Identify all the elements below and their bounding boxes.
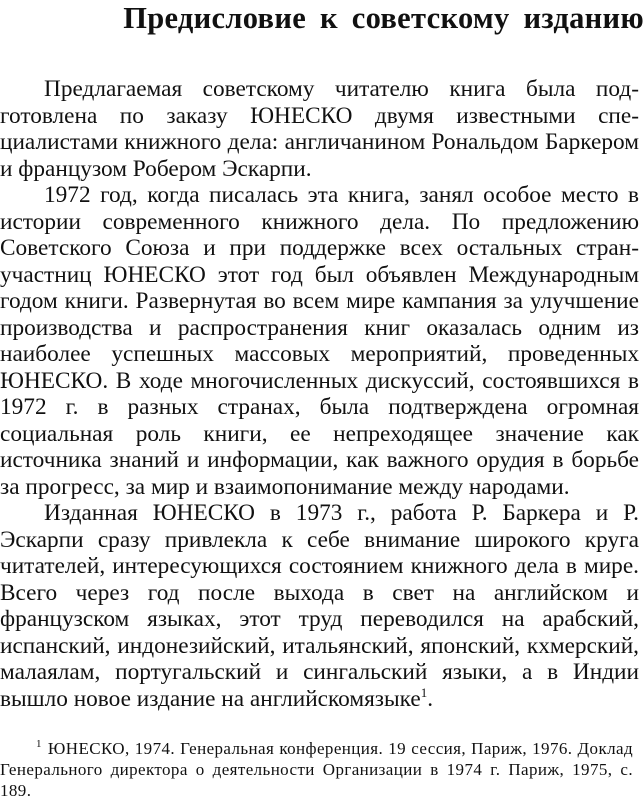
paragraph-2: 1972 год, когда писалась эта книга, занял особое место в истории современного книжного дела. По предложению Советского Союза и при поддержке всех остальных стран-участниц ЮНЕСКО этот год был объявлен Международным годом книги. Развернутая во всем мире кампания за улучшение производства и распространения книг оказалась одним из наиболее успешных массовых мероприятий, проведенных ЮНЕСКО. В ходе многочисленных дискуссий, состоявшихся в 1972 г. в разных странах, была подтверждена огромная социальная роль книги, ее непреходящее значение как источника знаний и информации, как важного орудия в борьбе за прогресс, за мир и взаимопонимание между народами. [0,182,639,500]
paragraph-3 [0,500,639,712]
footnote-marker: 1 [420,684,428,700]
page-title: Предисловие к советскому изданию [123,1,644,35]
paragraph-3-text: Изданная ЮНЕСКО в 1973 г., работа Р. Баркера и Р. Эскарпи сразу привлекла к себе внимание широкого круга читателей, интересующихся состоянием книжного дела в мире. Всего через год после выхода в свет на английском и французском языках, этот труд переводился на арабский, испанский, индонезийский, итальянский, японский, кхмерский, малаялам, португальский и сингальский языки, а в Индии вышло новое издание на английскомязыке [0,500,639,712]
footnote-text: ЮНЕСКО, 1974. Генеральная конференция. 19 сессия, Париж, 1976. Доклад Генерального директора о деятельности Организации в 1974 г. Париж, 1975, с. 189. [0,739,633,800]
footnote [0,738,633,801]
footnote-number: 1 [36,738,42,751]
body-text [0,76,639,712]
paragraph-3-trailing: . [427,685,434,712]
paragraph-1: Предлагаемая советскому читателю книга была подготовлена по заказу ЮНЕСКО двумя известными специалистами книжного дела: англичанином Рональдом Баркером и французом Робером Эскарпи. [0,76,639,182]
